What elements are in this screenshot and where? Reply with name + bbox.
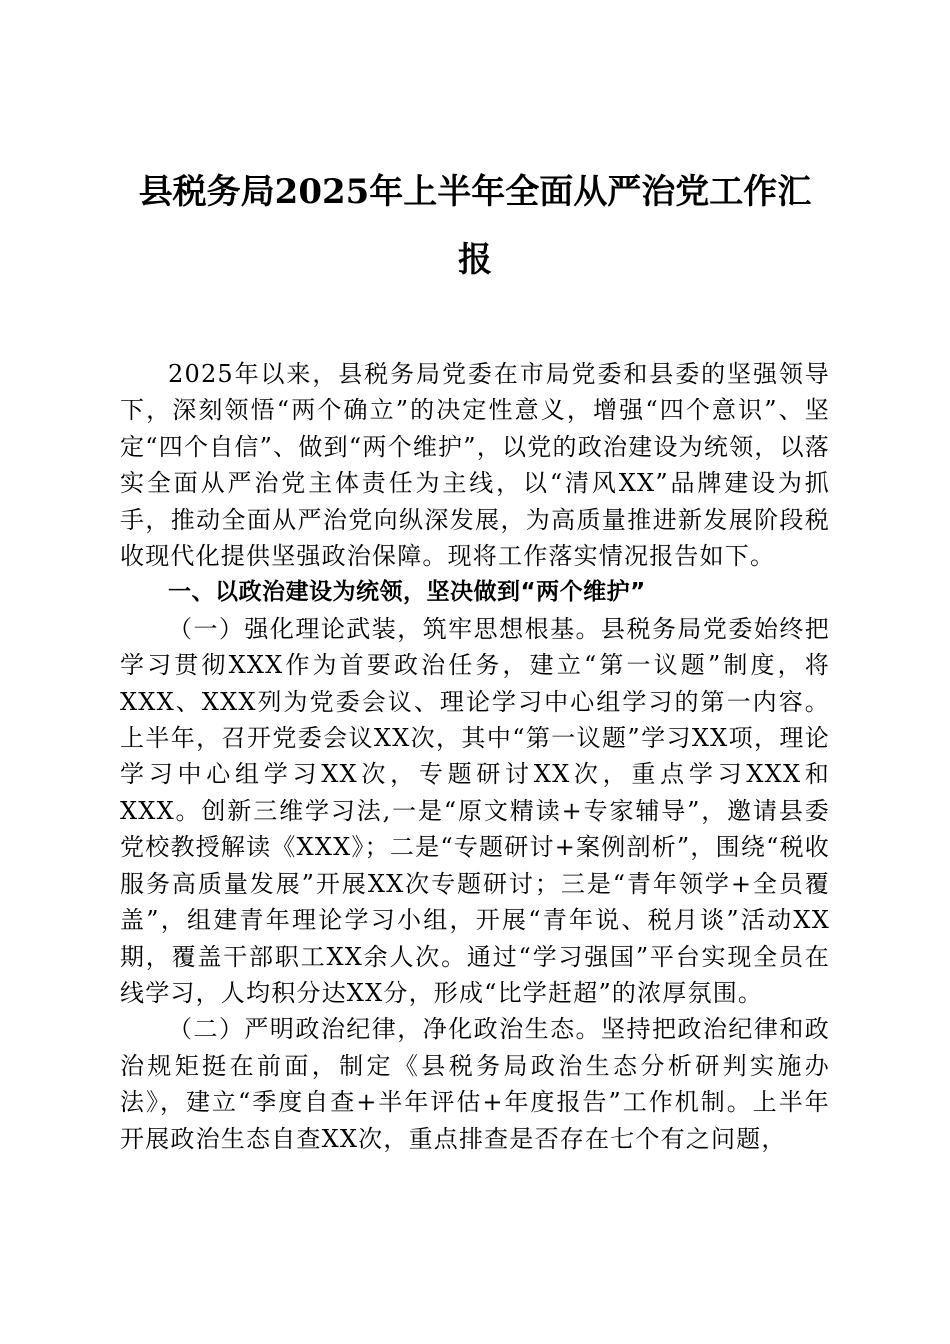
- document-title-line-1: 县税务局2025年上半年全面从严治党工作汇: [138, 172, 812, 212]
- document-body: [120, 356, 830, 1157]
- subsection-2-lead: （二）严明政治纪律，净化政治生态。: [168, 1015, 602, 1044]
- subsection-1-paragraph: [120, 611, 830, 1011]
- subsection-2-text: 坚持把政治纪律和政治规矩挺在前面，制定《县税务局政治生态分析研判实施办法》，建立“季度自查+半年评估+年度报告”工作机制。上半年开展政治生态自查XX次，重点排查是否存在七个有之问题，: [120, 1015, 830, 1153]
- document-title-line-2: 报: [458, 240, 492, 280]
- intro-paragraph: 2025年以来，县税务局党委在市局党委和县委的坚强领导下，深刻领悟“两个确立”的决定性意义，增强“四个意识”、坚定“四个自信”、做到“两个维护”，以党的政治建设为统领，以落实全面从严治党主体责任为主线，以“清风XX”品牌建设为抓手，推动全面从严治党向纵深发展，为高质量推进新发展阶段税收现代化提供坚强政治保障。现将工作落实情况报告如下。: [120, 360, 830, 571]
- subsection-1-text: 县税务局党委始终把学习贯彻XXX作为首要政治任务，建立“第一议题”制度，将XXX、XXX列为党委会议、理论学习中心组学习的第一内容。上半年，召开党委会议XX次，其中“第一议题”学习XX项，理论学习中心组学习XX次，专题研讨XX次，重点学习XXX和XXX。创新三维学习法,一是“原文精读+专家辅导”，邀请县委党校教授解读《XXX》；二是“专题研讨+案例剖析”，围绕“税收服务高质量发展”开展XX次专题研讨；三是“青年领学+全员覆盖”，组建青年理论学习小组，开展“青年说、税月谈”活动XX期，覆盖干部职工XX余人次。通过“学习强国”平台实现全员在线学习，人均积分达XX分，形成“比学赶超”的浓厚氛围。: [120, 614, 830, 1007]
- section-1-heading: 一、以政治建设为统领，坚决做到“两个维护”: [168, 579, 646, 606]
- subsection-2-paragraph: [120, 1011, 830, 1157]
- subsection-1-lead: （一）强化理论武装，筑牢思想根基。: [168, 614, 602, 643]
